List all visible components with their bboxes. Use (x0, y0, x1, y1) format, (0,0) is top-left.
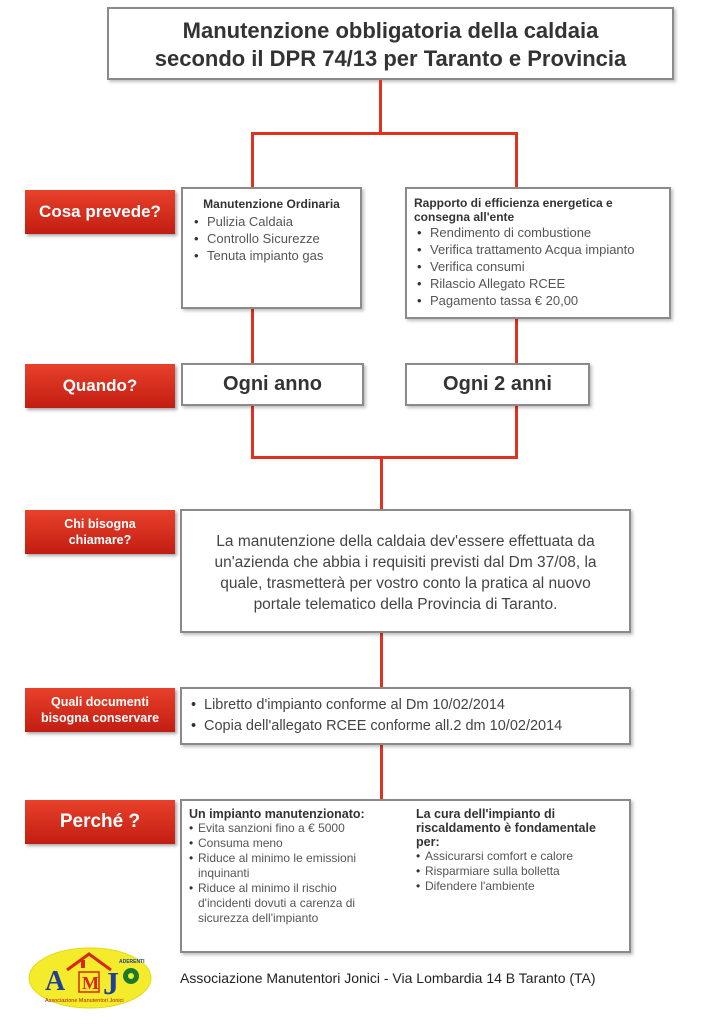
svg-text:J: J (103, 965, 119, 1001)
tag-chi (25, 510, 175, 554)
perche-left (189, 807, 387, 926)
svg-text:ADERENTI: ADERENTI (119, 959, 145, 965)
tag-cosa-prevede (25, 190, 175, 234)
amj-logo (27, 946, 153, 1010)
ordinaria-heading: Manutenzione Ordinaria (203, 197, 340, 211)
svg-text:M: M (82, 973, 99, 993)
ordinaria-box (181, 187, 362, 309)
perche-left-heading: Un impianto manutenzionato: (189, 807, 365, 821)
list-item: • Verifica trattamento Acqua impianto (414, 241, 662, 258)
tag-documenti-label-1: Quali documenti (51, 695, 149, 709)
connector-doc-down (380, 743, 383, 800)
documenti-list (188, 695, 623, 737)
connector-left-mid (251, 308, 254, 364)
chi-text-line-3: quale, trasmetterà per vostro conto la pratica al nuovo (220, 575, 591, 592)
title-line-2: secondo il DPR 74/13 per Taranto e Provincia (154, 46, 627, 71)
svg-text:Associazione Manutentori Jonic: Associazione Manutentori Jonici (45, 998, 124, 1004)
list-item: • Evita sanzioni fino a € 5000 (189, 821, 387, 836)
list-item: • Riduce al minimo il rischio d'incidenti dovuti a carenza di sicurezza dell'impianto (189, 881, 387, 926)
list-item: • Verifica consumi (414, 258, 662, 275)
chi-text-line-2: un'azienda che abbia i requisiti previsti dal Dm 37/08, la (214, 554, 597, 571)
title-box (107, 7, 674, 80)
footer-address: Associazione Manutentori Jonici - Via Lombardia 14 B Taranto (TA) (180, 970, 596, 986)
title-line-1: Manutenzione obbligatoria della caldaia (182, 18, 599, 43)
frequency-efficienza (405, 363, 590, 406)
tag-perche (25, 800, 175, 844)
list-item: • Assicurarsi comfort e calore (416, 849, 621, 864)
tag-quando-label: Quando? (62, 376, 138, 395)
list-item: • Riduce al minimo le emissioni inquinanti (189, 851, 387, 881)
perche-left-list (189, 821, 387, 926)
documenti-box (180, 687, 631, 745)
connector-left-low (251, 404, 254, 459)
connector-join (251, 456, 518, 459)
frequency-efficienza-label: Ogni 2 anni (443, 373, 552, 395)
list-item: • Risparmiare sulla bolletta (416, 864, 621, 879)
list-item: • Pulizia Caldaia (191, 213, 352, 230)
tag-documenti (25, 688, 175, 732)
tag-quando (25, 364, 175, 408)
list-item: • Rendimento di combustione (414, 224, 662, 241)
frequency-ordinaria-label: Ogni anno (223, 373, 322, 395)
perche-box (180, 799, 631, 953)
connector-chi-down (380, 631, 383, 688)
perche-right (416, 807, 621, 894)
efficienza-box (405, 187, 671, 319)
perche-right-heading-3: per: (416, 835, 440, 849)
frequency-ordinaria (181, 363, 364, 406)
svg-text:A: A (45, 966, 66, 997)
tag-cosa-prevede-label: Cosa prevede? (39, 202, 161, 221)
perche-right-list (416, 849, 621, 894)
list-item: • Libretto d'impianto conforme al Dm 10/02/2014 (188, 695, 623, 716)
perche-right-heading-2: riscaldamento è fondamentale (416, 821, 596, 835)
chi-box (180, 509, 631, 633)
connector-right-mid (515, 318, 518, 364)
tag-chi-label-1: Chi bisogna (64, 517, 136, 531)
perche-right-heading-1: La cura dell'impianto di (416, 807, 556, 821)
chi-text-line-1: La manutenzione della caldaia dev'essere effettuata da (216, 533, 595, 550)
list-item: • Difendere l'ambiente (416, 879, 621, 894)
connector-join-down (380, 456, 383, 511)
efficienza-heading-2: consegna all'ente (414, 210, 515, 224)
connector-split-top (251, 132, 518, 135)
list-item: • Pagamento tassa € 20,00 (414, 292, 662, 309)
list-item: • Copia dell'allegato RCEE conforme all.2 dm 10/02/2014 (188, 716, 623, 737)
chi-text-line-4: portale telematico della Provincia di Taranto. (253, 596, 558, 613)
connector-title-down (379, 80, 382, 134)
ordinaria-list (191, 213, 352, 264)
tag-chi-label-2: chiamare? (68, 533, 132, 547)
connector-left-down (251, 132, 254, 189)
list-item: • Tenuta impianto gas (191, 247, 352, 264)
efficienza-list (414, 224, 662, 309)
list-item: • Controllo Sicurezze (191, 230, 352, 247)
tag-documenti-label-2: bisogna conservare (40, 711, 160, 725)
list-item: • Rilascio Allegato RCEE (414, 275, 662, 292)
list-item: • Consuma meno (189, 836, 387, 851)
connector-right-low (515, 404, 518, 459)
efficienza-heading-1: Rapporto di efficienza energetica e (414, 196, 613, 210)
tag-perche-label: Perché ? (59, 811, 141, 832)
amj-logo-graphic (27, 946, 153, 1010)
connector-right-down (515, 132, 518, 188)
